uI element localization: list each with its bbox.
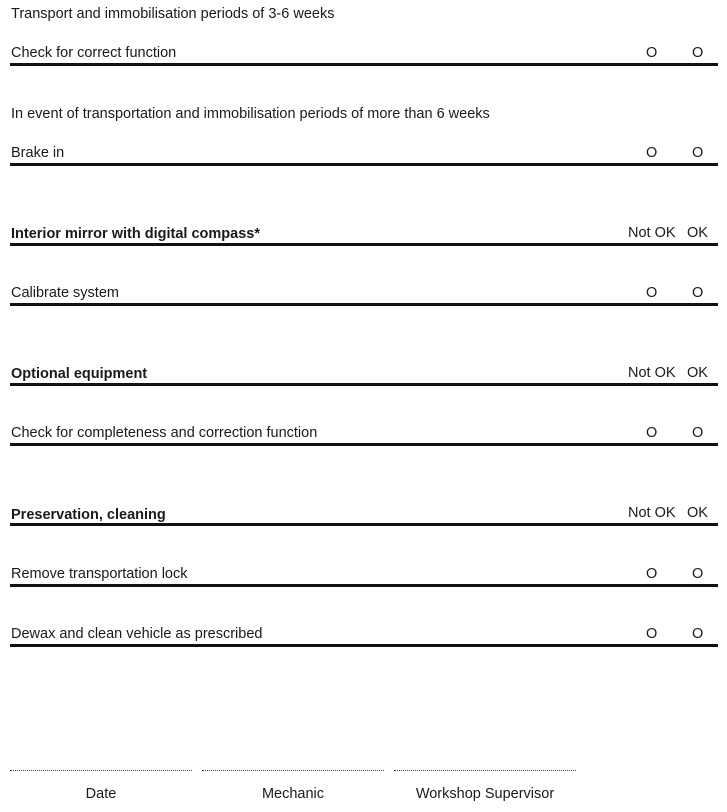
date-signature-line[interactable] bbox=[10, 770, 192, 771]
checkbox-not-ok-remove-transportation-lock[interactable]: O bbox=[646, 566, 658, 582]
checkbox-not-ok-calibrate-system[interactable]: O bbox=[646, 285, 658, 301]
checkbox-not-ok-check-correct-function[interactable]: O bbox=[646, 45, 658, 61]
row-divider bbox=[10, 303, 718, 306]
section-heading-transport-over-6-weeks: In event of transportation and immobilisation periods of more than 6 weeks bbox=[11, 106, 490, 122]
header-divider bbox=[10, 243, 718, 246]
date-label: Date bbox=[85, 786, 117, 802]
supervisor-signature-line[interactable] bbox=[394, 770, 576, 771]
row-label-dewax-clean-vehicle: Dewax and clean vehicle as prescribed bbox=[11, 626, 263, 642]
checkbox-not-ok-brake-in[interactable]: O bbox=[646, 145, 658, 161]
row-divider bbox=[10, 163, 718, 166]
row-label-brake-in: Brake in bbox=[11, 145, 65, 161]
row-divider bbox=[10, 644, 718, 647]
checkbox-ok-brake-in[interactable]: O bbox=[692, 145, 704, 161]
row-divider bbox=[10, 63, 718, 66]
row-divider bbox=[10, 443, 718, 446]
mechanic-signature-line[interactable] bbox=[202, 770, 384, 771]
mechanic-label: Mechanic bbox=[261, 786, 325, 802]
checkbox-ok-check-completeness[interactable]: O bbox=[692, 425, 704, 441]
row-label-calibrate-system: Calibrate system bbox=[11, 285, 119, 301]
checkbox-not-ok-check-completeness[interactable]: O bbox=[646, 425, 658, 441]
checkbox-not-ok-dewax-clean-vehicle[interactable]: O bbox=[646, 626, 658, 642]
column-header-not-ok: Not OK bbox=[628, 505, 676, 521]
column-header-ok: OK bbox=[687, 365, 708, 381]
section-heading-preservation-cleaning: Preservation, cleaning bbox=[11, 507, 166, 523]
row-divider bbox=[10, 584, 718, 587]
header-divider bbox=[10, 523, 718, 526]
row-label-remove-transportation-lock: Remove transportation lock bbox=[11, 566, 188, 582]
section-heading-transport-3-6-weeks: Transport and immobilisation periods of 3-6 weeks bbox=[11, 6, 335, 22]
column-header-not-ok: Not OK bbox=[628, 365, 676, 381]
column-header-not-ok: Not OK bbox=[628, 225, 676, 241]
column-header-ok: OK bbox=[687, 225, 708, 241]
checkbox-ok-calibrate-system[interactable]: O bbox=[692, 285, 704, 301]
checkbox-ok-remove-transportation-lock[interactable]: O bbox=[692, 566, 704, 582]
checkbox-ok-check-correct-function[interactable]: O bbox=[692, 45, 704, 61]
row-label-check-correct-function: Check for correct function bbox=[11, 45, 177, 61]
workshop-supervisor-label: Workshop Supervisor bbox=[415, 786, 555, 802]
header-divider bbox=[10, 383, 718, 386]
column-header-ok: OK bbox=[687, 505, 708, 521]
section-heading-interior-mirror: Interior mirror with digital compass* bbox=[11, 226, 260, 242]
checkbox-ok-dewax-clean-vehicle[interactable]: O bbox=[692, 626, 704, 642]
section-heading-optional-equipment: Optional equipment bbox=[11, 366, 148, 382]
row-label-check-completeness: Check for completeness and correction function bbox=[11, 425, 318, 441]
